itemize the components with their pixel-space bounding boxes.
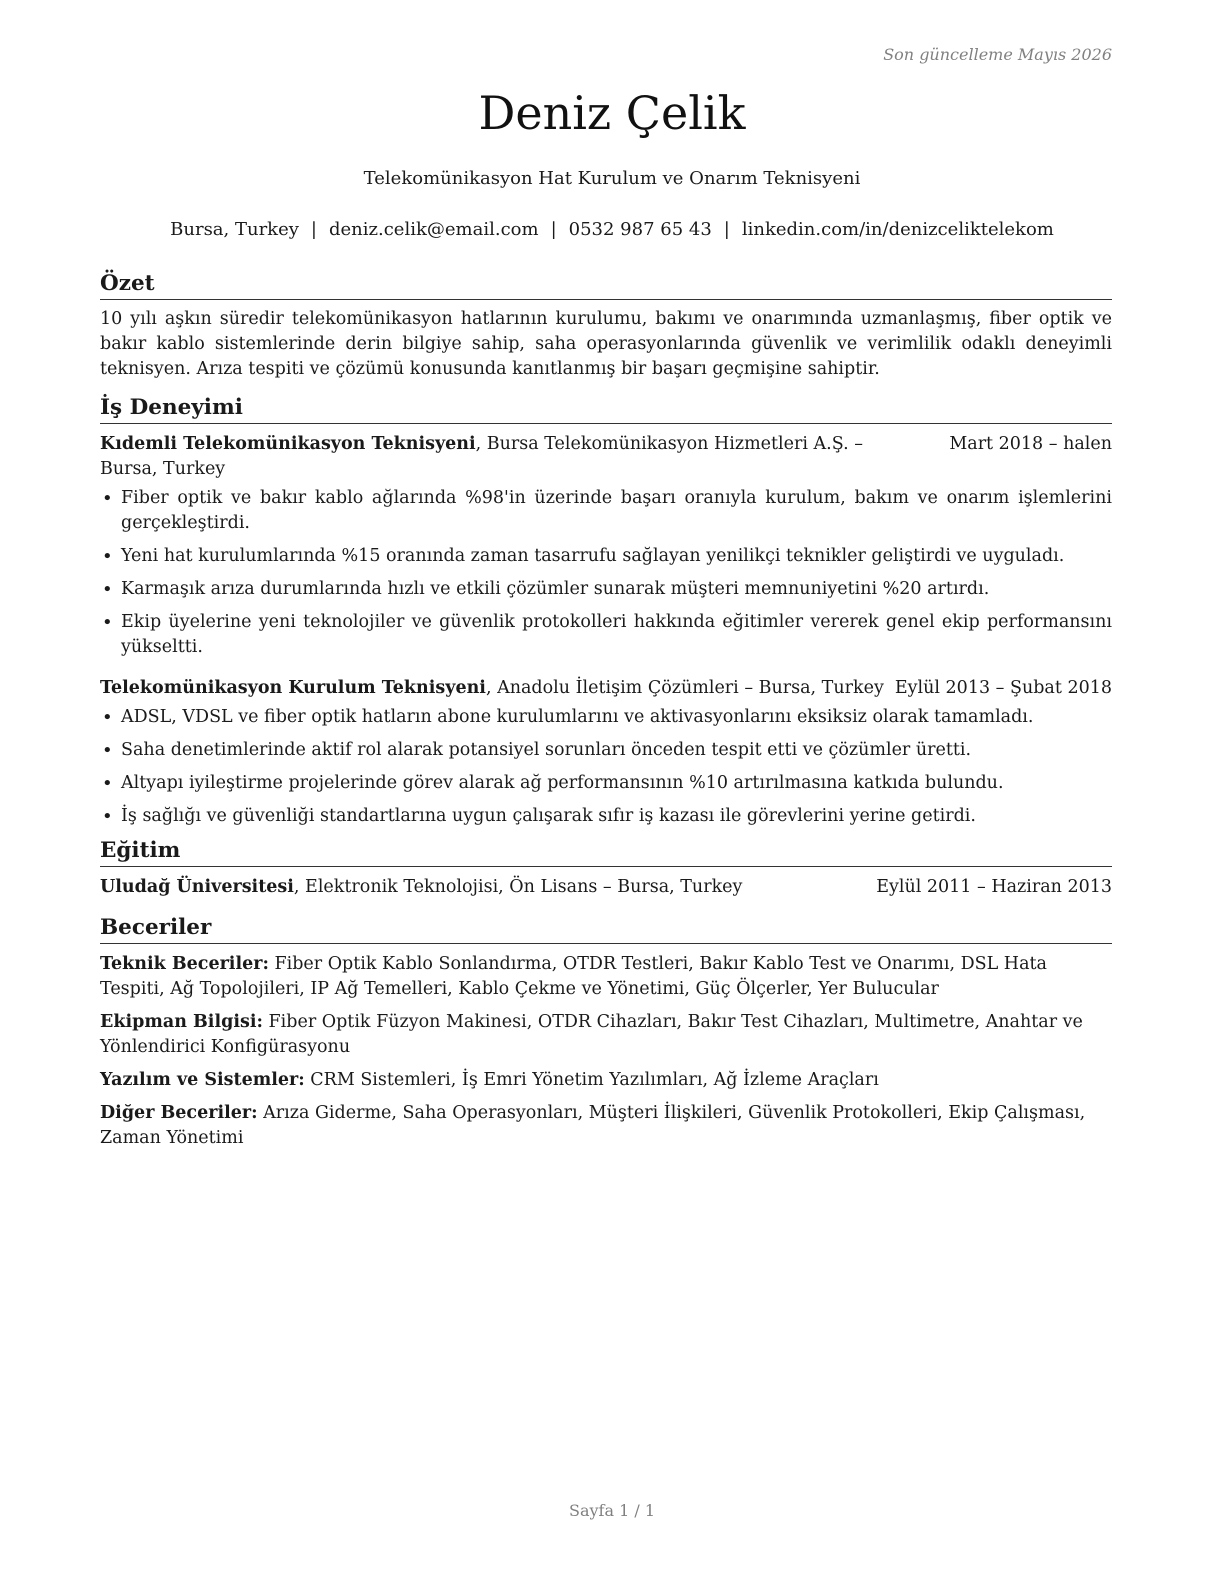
job-bullet: • Yeni hat kurulumlarında %15 oranında zaman tasarrufu sağlayan yenilikçi teknikler geliştirdi ve uyguladı. bbox=[100, 544, 1112, 569]
job-header bbox=[100, 676, 1112, 701]
skill-text: Fiber Optik Kablo Sonlandırma, OTDR Testleri, Bakır Kablo Test ve Onarımı, DSL Hata Tespiti, Ağ Topolojileri, IP Ağ Temelleri, Kablo Çekme ve Yönetimi, Güç Ölçerler, Yer Bulucular bbox=[100, 954, 1047, 999]
contact-email[interactable]: deniz.celik@email.com bbox=[329, 219, 539, 240]
section-heading-education: Eğitim bbox=[100, 837, 1112, 867]
job-bullet: • İş sağlığı ve güvenliği standartlarına uygun çalışarak sıfır iş kazası ile görevlerini yerine getirdi. bbox=[100, 804, 1112, 829]
job-bullet: • Saha denetimlerinde aktif rol alarak potansiyel sorunları önceden tespit etti ve çözümler üretti. bbox=[100, 738, 1112, 763]
job-company: , Bursa Telekomünikasyon Hizmetleri A.Ş. – Bursa, Turkey bbox=[100, 434, 863, 479]
section-heading-skills: Beceriler bbox=[100, 914, 1112, 944]
contact-separator: | bbox=[310, 219, 317, 240]
job-bullet: • ADSL, VDSL ve fiber optik hatların abone kurulumlarını ve aktivasyonlarını eksiksiz olarak tamamladı. bbox=[100, 705, 1112, 730]
job-header bbox=[100, 432, 1112, 482]
education-dates: Eylül 2011 – Haziran 2013 bbox=[876, 877, 1112, 897]
skill-label: Teknik Beceriler: bbox=[100, 954, 269, 974]
skill-text: CRM Sistemleri, İş Emri Yönetim Yazılımları, Ağ İzleme Araçları bbox=[304, 1070, 879, 1090]
job-bullet: • Karmaşık arıza durumlarında hızlı ve etkili çözümler sunarak müşteri memnuniyetini %20 artırdı. bbox=[100, 577, 1112, 602]
skill-row bbox=[100, 1068, 1112, 1093]
section-heading-summary: Özet bbox=[100, 270, 1112, 300]
page-number: Sayfa 1 / 1 bbox=[568, 1501, 655, 1520]
job-bullet: • Fiber optik ve bakır kablo ağlarında %98'in üzerinde başarı oranıyla kurulum, bakım ve onarım işlemlerini gerçekleştirdi. bbox=[100, 486, 1112, 536]
education-entry bbox=[100, 875, 1112, 900]
contact-linkedin[interactable]: linkedin.com/in/denizceliktelekom bbox=[741, 219, 1054, 240]
skill-row bbox=[100, 952, 1112, 1002]
experience-section bbox=[100, 394, 1112, 829]
section-heading-experience: İş Deneyimi bbox=[100, 394, 1112, 424]
contact-location: Bursa, Turkey bbox=[170, 219, 299, 240]
contact-line bbox=[0, 219, 1224, 240]
job-bullets bbox=[100, 705, 1112, 829]
summary-section bbox=[100, 270, 1112, 382]
job-role-line bbox=[100, 432, 900, 482]
skills-section bbox=[100, 914, 1112, 1151]
skill-row bbox=[100, 1101, 1112, 1151]
skill-label: Yazılım ve Sistemler: bbox=[100, 1070, 305, 1090]
education-section bbox=[100, 837, 1112, 900]
education-details: , Elektronik Teknolojisi, Ön Lisans – Bursa, Turkey bbox=[293, 877, 743, 897]
contact-separator: | bbox=[723, 219, 730, 240]
education-line bbox=[100, 875, 900, 900]
job-role: Kıdemli Telekomünikasyon Teknisyeni bbox=[100, 434, 476, 454]
skill-label: Diğer Beceriler: bbox=[100, 1103, 258, 1123]
job-company: , Anadolu İletişim Çözümleri – Bursa, Turkey bbox=[485, 678, 884, 698]
job-dates: Eylül 2013 – Şubat 2018 bbox=[894, 678, 1112, 698]
job-entry bbox=[100, 676, 1112, 829]
job-role: Telekomünikasyon Kurulum Teknisyeni bbox=[100, 678, 486, 698]
job-role-line bbox=[100, 676, 900, 701]
contact-phone[interactable]: 0532 987 65 43 bbox=[568, 219, 712, 240]
job-bullets bbox=[100, 486, 1112, 660]
skill-text: Fiber Optik Füzyon Makinesi, OTDR Cihazları, Bakır Test Cihazları, Multimetre, Anahtar ve Yönlendirici Konfigürasyonu bbox=[100, 1012, 1083, 1057]
resume-body bbox=[100, 270, 1112, 1159]
job-dates: Mart 2018 – halen bbox=[949, 434, 1112, 454]
skill-row bbox=[100, 1010, 1112, 1060]
last-updated: Son güncelleme Mayıs 2026 bbox=[883, 45, 1112, 64]
contact-separator: | bbox=[550, 219, 557, 240]
candidate-name: Deniz Çelik bbox=[478, 86, 746, 140]
job-bullet: • Altyapı iyileştirme projelerinde görev alarak ağ performansının %10 artırılmasına katkıda bulundu. bbox=[100, 771, 1112, 796]
school-name: Uludağ Üniversitesi bbox=[100, 877, 294, 897]
skill-label: Ekipman Bilgisi: bbox=[100, 1012, 263, 1032]
summary-text: 10 yılı aşkın süredir telekomünikasyon hatlarının kurulumu, bakımı ve onarımında uzmanlaşmış, fiber optik ve bakır kablo sistemlerinde derin bilgiye sahip, saha operasyonlarında güvenlik ve verimlilik odaklı deneyimli teknisyen. Arıza tespiti ve çözümü konusunda kanıtlanmış bir başarı geçmişine sahiptir. bbox=[100, 309, 1112, 379]
skill-text: Arıza Giderme, Saha Operasyonları, Müşteri İlişkileri, Güvenlik Protokolleri, Ekip Çalışması, Zaman Yönetimi bbox=[100, 1103, 1086, 1148]
job-entry bbox=[100, 432, 1112, 660]
job-title: Telekomünikasyon Hat Kurulum ve Onarım Teknisyeni bbox=[363, 168, 861, 189]
job-bullet: • Ekip üyelerine yeni teknolojiler ve güvenlik protokolleri hakkında eğitimler vererek genel ekip performansını yükseltti. bbox=[100, 610, 1112, 660]
